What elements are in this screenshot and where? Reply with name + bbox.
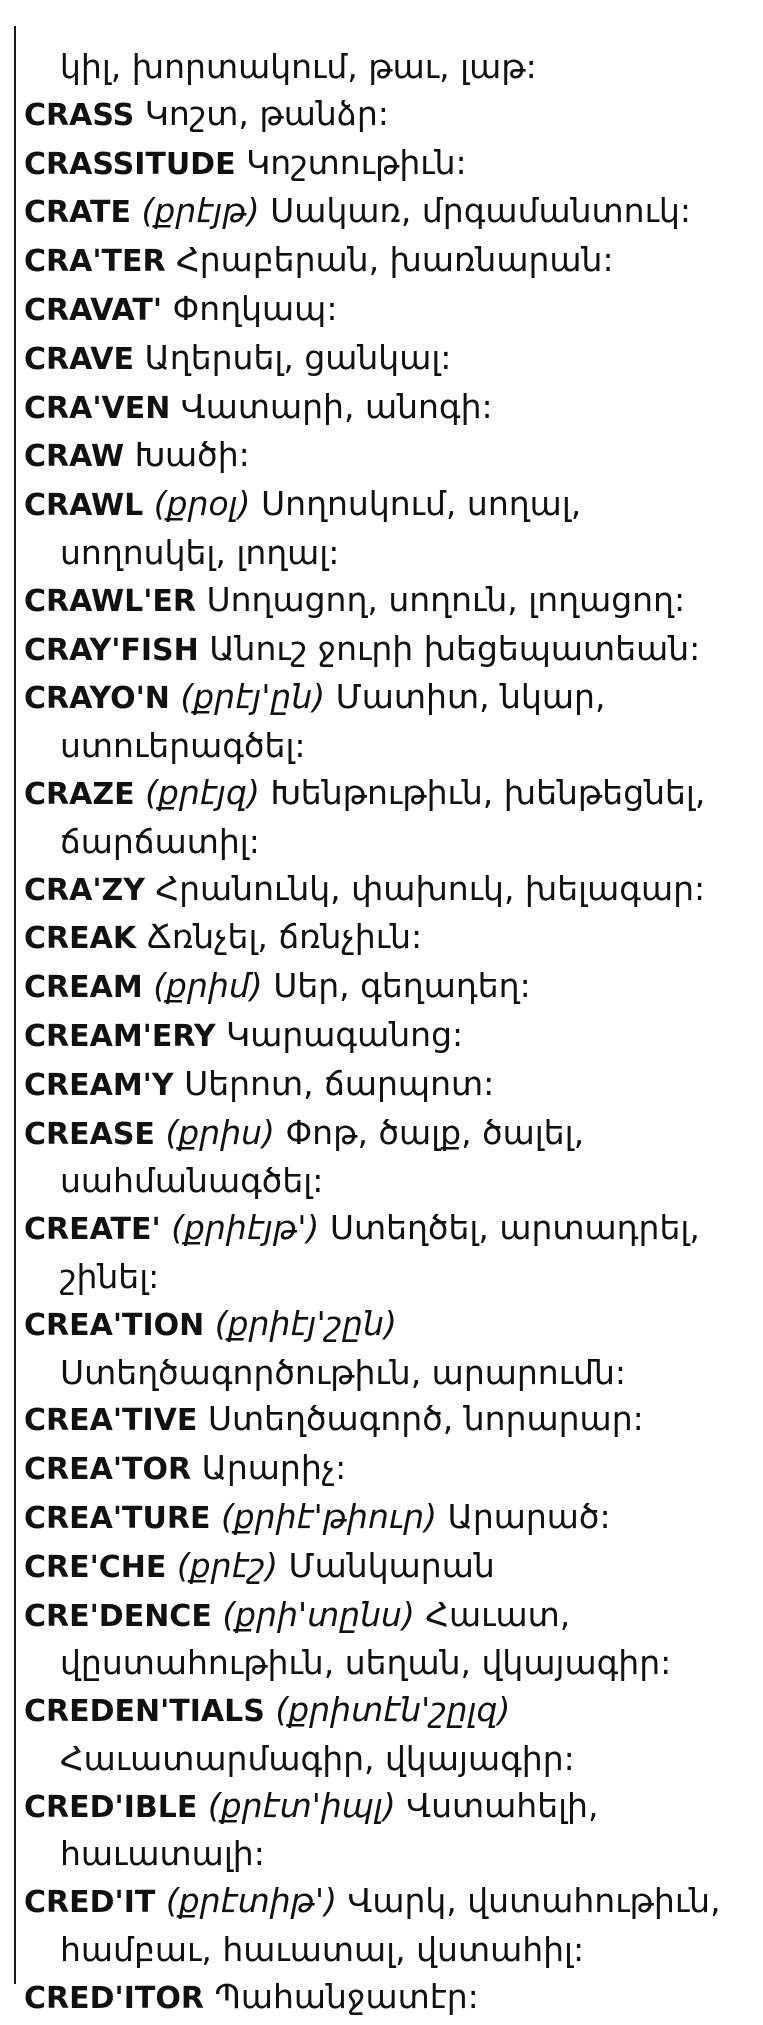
entry-headword: CRE'DENCE — [24, 1598, 212, 1634]
entry-crave — [24, 335, 754, 384]
entry-headword: CREA'TURE — [24, 1500, 211, 1536]
entry-definition: Ստեղծագործութիւն, արարումն: — [60, 1352, 626, 1392]
entry-crazy — [24, 866, 754, 915]
entry-crease — [24, 1110, 754, 1206]
entry-continuation — [24, 44, 754, 91]
entry-craw — [24, 432, 754, 481]
entry-headword: CRA'VEN — [24, 390, 171, 426]
entry-definition: Ստեղծագործ, նորարար: — [207, 1399, 644, 1439]
entry-crawl — [24, 481, 754, 577]
entry-credence — [24, 1592, 754, 1688]
entry-definition: Անուշ ջուրի խեցեպատեան: — [209, 628, 701, 668]
entry-definition: Խենթութիւն, խենթեցնել, ճարճատիլ: — [60, 772, 706, 861]
entry-pronunciation: (քրօլ) — [153, 484, 251, 524]
entry-cream — [24, 963, 754, 1012]
entry-headword: CREDEN'TIALS — [24, 1694, 265, 1730]
entry-definition: Աղերսել, ցանկալ: — [144, 337, 452, 377]
entry-definition: Ճռնչել, ճռնչիւն: — [146, 917, 423, 957]
entry-headword: CRAZE — [24, 776, 135, 812]
entry-headword: CRE'CHE — [24, 1549, 167, 1585]
entry-headword: CRED'IT — [24, 1885, 156, 1921]
entry-headword: CREATE' — [24, 1212, 161, 1248]
entry-headword: CREAM — [24, 970, 143, 1006]
entry-headword: CRAW — [24, 439, 125, 475]
entry-craze — [24, 770, 754, 866]
entry-craven — [24, 384, 754, 433]
entry-definition: Վստահելի, հաւատալի: — [60, 1785, 599, 1874]
entry-headword: CRAVE — [24, 341, 135, 377]
entry-headword: CREA'TOR — [24, 1452, 192, 1488]
entry-pronunciation: (քրիէյթ') — [171, 1208, 320, 1248]
entry-pronunciation: (քրէյթ) — [141, 191, 260, 231]
entry-creamy — [24, 1061, 754, 1110]
entry-definition: Վարկ, վստահութիւն, համբաւ, հաւատալ, վստահիլ: — [60, 1881, 721, 1970]
entry-headword: CREAM'Y — [24, 1067, 174, 1103]
entry-credentials — [24, 1687, 754, 1783]
entry-definition: Սողոսկում, սողալ, սողոսկել, լողալ: — [60, 484, 582, 572]
entry-pronunciation: (քրիտէն'շըլզ) — [275, 1690, 511, 1730]
entry-definition: Պահանջատէր: — [214, 1976, 479, 2016]
entry-definition: կիլ, խորտակում, թաւ, լաթ: — [60, 47, 537, 86]
entry-definition: Սողացող, սողուն, լողացող: — [206, 579, 686, 619]
entry-pronunciation: (քրէտ'իպլ) — [207, 1785, 396, 1825]
entry-definition: Փողկապ: — [172, 288, 338, 328]
entry-cravat — [24, 286, 754, 335]
entry-headword: CRED'ITOR — [24, 1980, 204, 2016]
entry-crater — [24, 237, 754, 286]
entry-creature — [24, 1494, 754, 1543]
entry-crassitude — [24, 140, 754, 189]
entry-pronunciation: (քրի'տընս) — [222, 1594, 415, 1634]
entry-definition: Սեր, գեղադեղ: — [273, 966, 531, 1006]
entry-headword: CRAWL — [24, 488, 144, 524]
entry-headword: CRA'TER — [24, 244, 166, 280]
entry-definition: Կարագանոց: — [226, 1014, 464, 1054]
entry-headword: CRASSITUDE — [24, 146, 236, 182]
entry-pronunciation: (քրէտիթ') — [165, 1881, 337, 1921]
entry-pronunciation: (քրիս) — [165, 1112, 275, 1152]
entry-headword: CRAY'FISH — [24, 632, 199, 668]
entry-definition: Հաւատարմագիր, վկայագիր: — [60, 1738, 575, 1778]
entry-headword: CRA'ZY — [24, 872, 145, 908]
entry-definition: Ստեղծել, արտադրել, շինել: — [60, 1208, 700, 1296]
entry-creditor — [24, 1974, 754, 2023]
entry-definition: Հաւատ, վըստահութիւն, սեղան, վկայագիր: — [60, 1594, 672, 1683]
entry-definition: Արարած: — [447, 1496, 611, 1536]
entry-crayfish — [24, 626, 754, 675]
entry-creche — [24, 1543, 754, 1592]
entry-definition: Վատարի, անոգի: — [180, 386, 493, 426]
entry-pronunciation: (քրիէյ'շըն) — [214, 1303, 397, 1343]
entry-credible — [24, 1783, 754, 1879]
entry-creamery — [24, 1012, 754, 1061]
entry-crass — [24, 91, 754, 140]
entry-pronunciation: (քրիմ) — [153, 966, 263, 1006]
entry-definition: Սերոտ, ճարպոտ: — [184, 1063, 495, 1103]
entry-definition: Հրանունկ, փախուկ, խելագար: — [155, 868, 706, 908]
entry-crawler — [24, 577, 754, 626]
entry-headword: CREA'TIVE — [24, 1403, 198, 1439]
entry-definition: Փոթ, ծալք, ծալել, սահմանագծել: — [60, 1112, 585, 1201]
entry-creation — [24, 1301, 754, 1397]
entry-credit — [24, 1878, 754, 1974]
entry-pronunciation: (քրէյ'ըն) — [180, 677, 326, 717]
entry-headword: CRAWL'ER — [24, 583, 196, 619]
entry-creative — [24, 1396, 754, 1445]
entry-headword: CRED'IBLE — [24, 1789, 198, 1825]
dictionary-column — [24, 44, 754, 2023]
entry-definition: Խածի: — [134, 435, 250, 475]
entry-headword: CREAK — [24, 921, 137, 957]
entry-pronunciation: (քրէյզ) — [145, 772, 260, 812]
entry-creator — [24, 1445, 754, 1494]
entry-headword: CREA'TION — [24, 1307, 205, 1343]
entry-definition: Հրաբերան, խառնարան: — [176, 240, 614, 280]
entry-definition: Մատիտ, նկար, ստուերագծել: — [60, 677, 606, 766]
entry-definition: Կոշտ, թանձր: — [144, 93, 389, 133]
entry-headword: CRAVAT' — [24, 292, 163, 328]
entry-headword: CRATE — [24, 195, 131, 231]
entry-definition: Արարիչ: — [201, 1448, 347, 1488]
entry-definition: Մանկարան — [288, 1545, 495, 1585]
column-rule — [14, 26, 16, 1984]
entry-pronunciation: (քրիէ'թիուր) — [220, 1496, 438, 1536]
entry-headword: CREASE — [24, 1116, 155, 1152]
entry-create — [24, 1205, 754, 1301]
entry-crate — [24, 188, 754, 237]
entry-definition: Սակառ, մրգամանտուկ: — [270, 191, 691, 231]
entry-headword: CRAYO'N — [24, 681, 170, 717]
entry-creak — [24, 914, 754, 963]
entry-definition: Կոշտութիւն: — [246, 142, 467, 182]
entry-headword: CREAM'ERY — [24, 1018, 216, 1054]
entry-headword: CRASS — [24, 97, 135, 133]
entry-crayon — [24, 674, 754, 770]
entry-pronunciation: (քրէշ) — [176, 1545, 279, 1585]
